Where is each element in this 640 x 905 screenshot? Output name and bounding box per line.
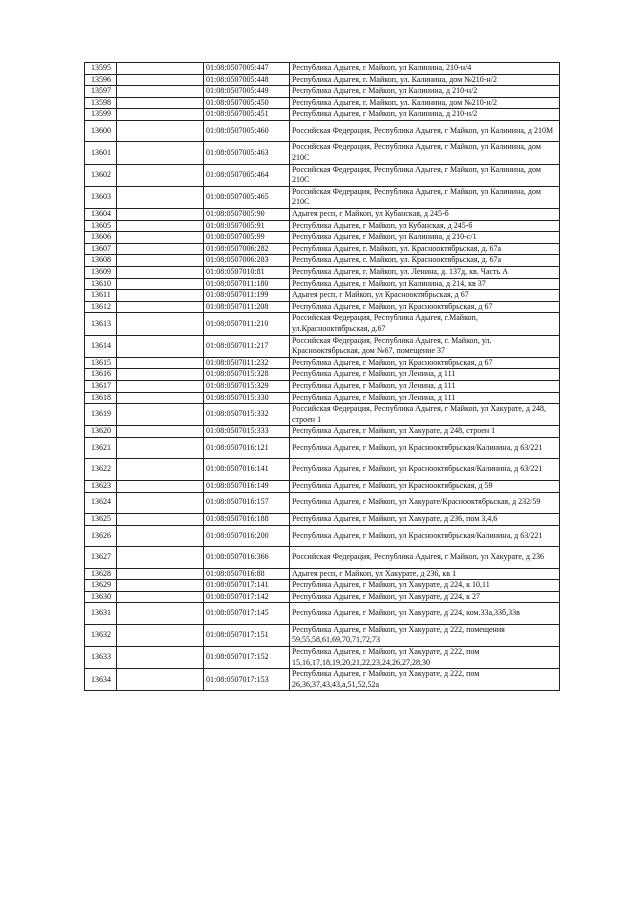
cadastral-number: 01:08:0507017:142 xyxy=(204,591,290,603)
address-cell: Республика Адыгея, г Майкоп, ул Кубанская, д 245-б xyxy=(290,220,560,232)
table-row xyxy=(85,514,560,526)
cadastral-number: 01:08:0507015:329 xyxy=(204,380,290,392)
row-number: 13613 xyxy=(85,313,117,335)
address-cell: Республика Адыгея, г. Майкоп, ул. Калинина, дом №210-н/2 xyxy=(290,74,560,86)
table-row xyxy=(85,232,560,244)
row-number: 13611 xyxy=(85,290,117,302)
table-row xyxy=(85,220,560,232)
empty-cell xyxy=(117,142,204,164)
row-number: 13633 xyxy=(85,647,117,669)
empty-cell xyxy=(117,220,204,232)
table-row xyxy=(85,369,560,381)
address-cell: Российская Федерация, Республика Адыгея, г Майкоп, ул Хакурате, д 236 xyxy=(290,547,560,569)
cadastral-number: 01:08:0507017:145 xyxy=(204,603,290,625)
row-number: 13630 xyxy=(85,591,117,603)
cadastral-number: 01:08:0507016:121 xyxy=(204,437,290,459)
table-row xyxy=(85,492,560,514)
address-cell: Адыгея респ, г Майкоп, ул Кубанская, д 245-б xyxy=(290,209,560,221)
table-row xyxy=(85,97,560,109)
empty-cell xyxy=(117,267,204,279)
address-cell: Республика Адыгея, г Майкоп, ул Хакурате, д 224, к 27 xyxy=(290,591,560,603)
empty-cell xyxy=(117,647,204,669)
empty-cell xyxy=(117,186,204,208)
address-cell: Адыгея респ, г Майкоп, ул Хакурате, д 236, кв 1 xyxy=(290,568,560,580)
empty-cell xyxy=(117,459,204,481)
table-row xyxy=(85,86,560,98)
address-cell: Республика Адыгея, г Майкоп, ул Краснооктябрьская/Калинина, д 63/221 xyxy=(290,459,560,481)
row-number: 13615 xyxy=(85,357,117,369)
cadastral-number: 01:08:0507015:333 xyxy=(204,426,290,438)
row-number: 13609 xyxy=(85,267,117,279)
table-row xyxy=(85,525,560,547)
row-number: 13596 xyxy=(85,74,117,86)
row-number: 13634 xyxy=(85,669,117,691)
address-cell: Республика Адыгея, г Майкоп, ул Хакурате, д 224, ком.33а,33б,33в xyxy=(290,603,560,625)
address-cell: Адыгея респ, г Майкоп, ул Краснооктябрьская, д 67 xyxy=(290,290,560,302)
empty-cell xyxy=(117,525,204,547)
empty-cell xyxy=(117,74,204,86)
address-cell: Республика Адыгея, г Майкоп, ул Калинина, д 214, кв 37 xyxy=(290,278,560,290)
address-cell: Российская Федерация, Республика Адыгея, г Майкоп, ул Калинина, дом 210С xyxy=(290,142,560,164)
row-number: 13600 xyxy=(85,120,117,142)
table-row xyxy=(85,63,560,75)
cadastral-number: 01:08:0507005:99 xyxy=(204,232,290,244)
row-number: 13631 xyxy=(85,603,117,625)
empty-cell xyxy=(117,232,204,244)
table-row xyxy=(85,603,560,625)
address-cell: Республика Адыгея, г Майкоп, ул Краснооктябрьская, д 67 xyxy=(290,301,560,313)
cadastral-number: 01:08:0507005:460 xyxy=(204,120,290,142)
row-number: 13620 xyxy=(85,426,117,438)
table-row xyxy=(85,120,560,142)
row-number: 13612 xyxy=(85,301,117,313)
table-row xyxy=(85,547,560,569)
row-number: 13599 xyxy=(85,109,117,121)
address-cell: Республика Адыгея, г. Майкоп, ул. Краснооктябрьская, д. 67а xyxy=(290,255,560,267)
address-cell: Республика Адыгея, г Майкоп, ул Калинина, д 210-н/2 xyxy=(290,109,560,121)
table-row xyxy=(85,142,560,164)
row-number: 13619 xyxy=(85,404,117,426)
cadastral-number: 01:08:0507015:328 xyxy=(204,369,290,381)
row-number: 13621 xyxy=(85,437,117,459)
address-cell: Республика Адыгея, г Майкоп, ул Хакурате, д 248, строен 1 xyxy=(290,426,560,438)
row-number: 13610 xyxy=(85,278,117,290)
registry-table-body xyxy=(85,63,560,691)
row-number: 13598 xyxy=(85,97,117,109)
empty-cell xyxy=(117,380,204,392)
address-cell: Республика Адыгея, г. Майкоп, ул. Краснооктябрьская, д. 67а xyxy=(290,243,560,255)
address-cell: Республика Адыгея, г. Майкоп, ул. Калинина, дом №210-н/2 xyxy=(290,97,560,109)
row-number: 13627 xyxy=(85,547,117,569)
address-cell: Республика Адыгея, г Майкоп, ул Краснооктябрьская, д 67 xyxy=(290,357,560,369)
cadastral-number: 01:08:0507005:450 xyxy=(204,97,290,109)
row-number: 13629 xyxy=(85,580,117,592)
row-number: 13632 xyxy=(85,624,117,646)
address-cell: Республика Адыгея, г Майкоп, ул Хакурате, д 222, пом 15,16,17,18,19,20,21,22,23,24,26,27,28,30 xyxy=(290,647,560,669)
table-row xyxy=(85,290,560,302)
empty-cell xyxy=(117,404,204,426)
cadastral-number: 01:08:0507016:366 xyxy=(204,547,290,569)
empty-cell xyxy=(117,437,204,459)
table-row xyxy=(85,313,560,335)
row-number: 13605 xyxy=(85,220,117,232)
empty-cell xyxy=(117,603,204,625)
address-cell: Республика Адыгея, г Майкоп, ул Краснооктябрьская/Калинина, д 63/221 xyxy=(290,437,560,459)
empty-cell xyxy=(117,369,204,381)
address-cell: Российская Федерация, Республика Адыгея, г.Майкоп, ул.Краснооктябрьская, д.67 xyxy=(290,313,560,335)
address-cell: Республика Адыгея, г Майкоп, ул Калинина, д 210-с/1 xyxy=(290,232,560,244)
empty-cell xyxy=(117,591,204,603)
cadastral-number: 01:08:0507015:332 xyxy=(204,404,290,426)
empty-cell xyxy=(117,357,204,369)
empty-cell xyxy=(117,568,204,580)
cadastral-number: 01:08:0507011:217 xyxy=(204,335,290,357)
table-row xyxy=(85,437,560,459)
cadastral-number: 01:08:0507010:81 xyxy=(204,267,290,279)
empty-cell xyxy=(117,335,204,357)
row-number: 13626 xyxy=(85,525,117,547)
cadastral-number: 01:08:0507016:141 xyxy=(204,459,290,481)
table-row xyxy=(85,426,560,438)
table-row xyxy=(85,392,560,404)
row-number: 13595 xyxy=(85,63,117,75)
row-number: 13602 xyxy=(85,164,117,186)
table-row xyxy=(85,669,560,691)
empty-cell xyxy=(117,301,204,313)
row-number: 13607 xyxy=(85,243,117,255)
table-row xyxy=(85,74,560,86)
empty-cell xyxy=(117,243,204,255)
empty-cell xyxy=(117,209,204,221)
empty-cell xyxy=(117,624,204,646)
address-cell: Республика Адыгея, г. Майкоп, ул. Ленина, д. 137д, кв. Часть А xyxy=(290,267,560,279)
empty-cell xyxy=(117,63,204,75)
cadastral-number: 01:08:0507005:447 xyxy=(204,63,290,75)
address-cell: Республика Адыгея, г Майкоп, ул Калинина, д 210-н/2 xyxy=(290,86,560,98)
row-number: 13618 xyxy=(85,392,117,404)
cadastral-number: 01:08:0507016:157 xyxy=(204,492,290,514)
row-number: 13616 xyxy=(85,369,117,381)
table-row xyxy=(85,580,560,592)
cadastral-number: 01:08:0507005:91 xyxy=(204,220,290,232)
cadastral-number: 01:08:0507016:149 xyxy=(204,480,290,492)
empty-cell xyxy=(117,426,204,438)
empty-cell xyxy=(117,86,204,98)
empty-cell xyxy=(117,120,204,142)
table-row xyxy=(85,624,560,646)
empty-cell xyxy=(117,164,204,186)
empty-cell xyxy=(117,480,204,492)
address-cell: Республика Адыгея, г Майкоп, ул Ленина, д 111 xyxy=(290,392,560,404)
address-cell: Республика Адыгея, г Майкоп, ул Хакурате, д 236, пом 3,4,6 xyxy=(290,514,560,526)
table-row xyxy=(85,301,560,313)
address-cell: Республика Адыгея, г Майкоп, ул Хакурате, д 222, помещения 59,55,58,61,69,70,71,72,73 xyxy=(290,624,560,646)
table-row xyxy=(85,164,560,186)
row-number: 13597 xyxy=(85,86,117,98)
row-number: 13603 xyxy=(85,186,117,208)
empty-cell xyxy=(117,313,204,335)
row-number: 13614 xyxy=(85,335,117,357)
empty-cell xyxy=(117,290,204,302)
row-number: 13601 xyxy=(85,142,117,164)
cadastral-number: 01:08:0507011:232 xyxy=(204,357,290,369)
empty-cell xyxy=(117,97,204,109)
row-number: 13628 xyxy=(85,568,117,580)
table-row xyxy=(85,568,560,580)
cadastral-number: 01:08:0507017:151 xyxy=(204,624,290,646)
empty-cell xyxy=(117,109,204,121)
cadastral-number: 01:08:0507011:199 xyxy=(204,290,290,302)
row-number: 13604 xyxy=(85,209,117,221)
empty-cell xyxy=(117,255,204,267)
address-cell: Республика Адыгея, г Майкоп, ул Ленина, д 111 xyxy=(290,369,560,381)
cadastral-number: 01:08:0507011:210 xyxy=(204,313,290,335)
row-number: 13624 xyxy=(85,492,117,514)
row-number: 13608 xyxy=(85,255,117,267)
cadastral-number: 01:08:0507017:141 xyxy=(204,580,290,592)
table-row xyxy=(85,243,560,255)
cadastral-number: 01:08:0507016:188 xyxy=(204,514,290,526)
empty-cell xyxy=(117,392,204,404)
table-row xyxy=(85,335,560,357)
cadastral-number: 01:08:0507016:88 xyxy=(204,568,290,580)
row-number: 13623 xyxy=(85,480,117,492)
cadastral-number: 01:08:0507015:330 xyxy=(204,392,290,404)
cadastral-number: 01:08:0507005:464 xyxy=(204,164,290,186)
cadastral-number: 01:08:0507005:448 xyxy=(204,74,290,86)
empty-cell xyxy=(117,669,204,691)
address-cell: Республика Адыгея, г Майкоп, ул Ленина, д 111 xyxy=(290,380,560,392)
address-cell: Российская Федерация, Республика Адыгея, г. Майкоп, ул. Краснооктябрьская, дом №67, помещение 37 xyxy=(290,335,560,357)
address-cell: Республика Адыгея, г Майкоп, ул Краснооктябрьская, д 59 xyxy=(290,480,560,492)
table-row xyxy=(85,404,560,426)
cadastral-number: 01:08:0507005:90 xyxy=(204,209,290,221)
empty-cell xyxy=(117,580,204,592)
cadastral-number: 01:08:0507017:152 xyxy=(204,647,290,669)
row-number: 13606 xyxy=(85,232,117,244)
cadastral-number: 01:08:0507005:465 xyxy=(204,186,290,208)
table-row xyxy=(85,267,560,279)
address-cell: Республика Адыгея, г Майкоп, ул Краснооктябрьская/Калинина, д 63/221 xyxy=(290,525,560,547)
address-cell: Российская Федерация, Республика Адыгея, г Майкоп, ул Калинина, дом 210С xyxy=(290,186,560,208)
cadastral-number: 01:08:0507011:208 xyxy=(204,301,290,313)
table-row xyxy=(85,186,560,208)
table-row xyxy=(85,209,560,221)
table-row xyxy=(85,380,560,392)
cadastral-number: 01:08:0507005:463 xyxy=(204,142,290,164)
cadastral-number: 01:08:0507006:283 xyxy=(204,255,290,267)
table-row xyxy=(85,647,560,669)
table-row xyxy=(85,109,560,121)
table-row xyxy=(85,480,560,492)
empty-cell xyxy=(117,278,204,290)
table-row xyxy=(85,357,560,369)
cadastral-number: 01:08:0507016:200 xyxy=(204,525,290,547)
row-number: 13625 xyxy=(85,514,117,526)
address-cell: Российская Федерация, Республика Адыгея, г Майкоп, ул Калинина, д 210М xyxy=(290,120,560,142)
cadastral-number: 01:08:0507005:451 xyxy=(204,109,290,121)
cadastral-number: 01:08:0507017:153 xyxy=(204,669,290,691)
row-number: 13617 xyxy=(85,380,117,392)
table-row xyxy=(85,278,560,290)
table-row xyxy=(85,459,560,481)
address-cell: Российская Федерация, Республика Адыгея, г Майкоп, ул Хакурате, д 248, строен 1 xyxy=(290,404,560,426)
empty-cell xyxy=(117,547,204,569)
cadastral-number: 01:08:0507005:449 xyxy=(204,86,290,98)
address-cell: Республика Адыгея, г Майкоп, ул Хакурате, д 222, пом 26,36,37,43,43,а,51,52,52а xyxy=(290,669,560,691)
address-cell: Российская Федерация, Республика Адыгея, г Майкоп, ул Калинина, дом 210С xyxy=(290,164,560,186)
cadastral-number: 01:08:0507006:282 xyxy=(204,243,290,255)
registry-table xyxy=(84,62,560,691)
row-number: 13622 xyxy=(85,459,117,481)
empty-cell xyxy=(117,492,204,514)
address-cell: Республика Адыгея, г Майкоп, ул Хакурате, д 224, к 10,11 xyxy=(290,580,560,592)
cadastral-number: 01:08:0507011:180 xyxy=(204,278,290,290)
address-cell: Республика Адыгея, г Майкоп, ул Калинина, 210-н/4 xyxy=(290,63,560,75)
table-row xyxy=(85,591,560,603)
address-cell: Республика Адыгея, г Майкоп, ул Хакурате/Краснооктябрьская, д 232/59 xyxy=(290,492,560,514)
empty-cell xyxy=(117,514,204,526)
table-row xyxy=(85,255,560,267)
